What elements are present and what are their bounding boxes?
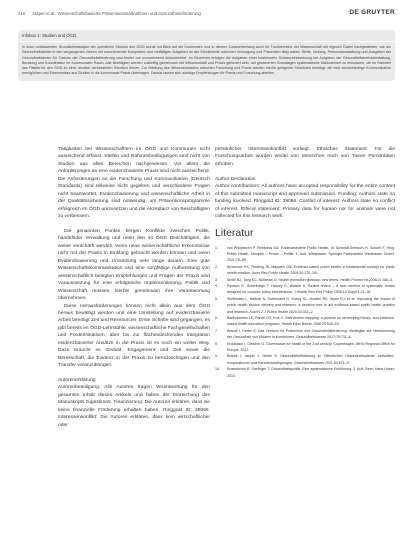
left-column <box>58 146 210 429</box>
reference-item: 10. Rosenbrock R, Gerlinger T. Gesundheitspolitik. Eine systematische Einführung. 3. Aufl. Bern: Hans Huber; 2014. <box>215 367 395 378</box>
running-title: Jasper et al.: Wissenschaftsbasierte Präventionsmaßnahmen und Gesundheitsförderung <box>32 11 201 16</box>
reference-item: 7. Brandt I, Hertel S. Das Zentrum für Prävention und Gesundheitsförderung: Strategien zur Verbesserung der Gesundheit von Kindern in Kommunen. Gesundheitswesen 2017;79:711–6. <box>215 328 395 340</box>
reference-item: 3. Smith BJ, Tang KC, Nutbeam D. Health promotion glossary: new terms. Health Promot Int 2006;21:340–5. <box>215 277 394 282</box>
reference-item: 6. Bartholomew LK, Parcel GS, Kok G. Intervention mapping: a process for developing theory- and evidence-based health education programs. Health Educ Behav 1998;25:545–63. <box>215 315 395 327</box>
reference-item: 4. Pawson R, Greenhalgh T, Harvey G, Walshe K. Realist review – a new method of systematic review designed for complex policy interventions. J Health Serv Res Policy 2005;10 Suppl 1:21–34. <box>215 283 395 295</box>
infobox-heading: Infobox 1: Studien und ÖGD. <box>18 33 395 42</box>
paragraph: Die genannten Punkte bergen Konflikte zwischen Politik, handelnder Verwaltung und unter den im ÖGD Beschäftigten, die weiter verschärft werden, wenn neue wissenschaftliche Erkenntnisse nicht mit der Praxis in Einklang gebracht werden können und wenn Evidenzbasierung und Umsetzung sehr lange dauern. Eine gute Wissenschaftskommunikation und eine sorgfältige Aufbereitung von wissenschaftlich belegten Empfehlungen und Fragen der Praxis sind Voraussetzung für eine erfolgreiche Implementierung. Politik und Wissenschaft müssen hierbei gemeinsam ihre Verantwortung übernehmen. <box>58 228 210 302</box>
paragraph: Tätigkeiten bei Wissenschaftlern im ÖGD und Kommunen nicht ausreichend erfasst. Stellen und Rahmenbedingungen sind nicht von Studien aus allen Bereichen nachgewiesen. Vor allem die Anforderungen an eine evidenzbasierte Praxis sind nicht ausreichend. Die Anforderungen an die Forschung und Kommunikation (Deutsch Standards) sind teilweise nicht gegeben und verschiedene Fragen nicht beantwortet. Evidenzbasierung und wissenschaftliche Arbeit in der Qualitätssicherung sind notwendig, um Präventionsprogramme erfolgreich im ÖGD umzusetzen und die Akzeptanz von Beschäftigten zu verbessern. <box>58 147 210 220</box>
reference-item: 1. von Philipsborn P, Rehfuess EA. Evidenzbasierte Public Health. In: Schmidt-Semisch H, Schorb F, Hrsg. Public Health. Disziplin – Praxis – Politik. 1. Aufl. Wiesbaden: Springer Fachmedien Wiesbaden GmbH; 2021:75–89. <box>215 245 395 263</box>
reference-item: 9. Brandt I, Jasper J, Hertel S. Gesundheitsförderung im Öffentlichen Gesundheitsdienst: Aktivitäten, Kooperationen und Rahmenbedingungen. Gesundheitswesen 2021;83:671–9. <box>215 354 395 365</box>
reference-item: 8. Kickbusch I, Gleicher D. Governance for health in the 21st century. Copenhagen: WHO Regional Office for Europe; 2012. <box>215 341 395 353</box>
right-column <box>215 146 395 379</box>
paragraph: persönlicher Interessenkonflikt vorliegt. Ethisches Statement: Für die Forschungsarbeit wurden weder von Menschen noch von Tieren Primärdaten erhoben. <box>215 147 395 167</box>
literatur-heading: Literatur <box>215 226 254 239</box>
infobox-body: In einer umfassenden Grundlinienanalyse der operativen Struktur des ÖGD wurde mit Blick auf die Kommunen und in diesem Zusammenhang auch für Fachbereiche der Wissenschaft mit eigenen Daten nachgewiesen, wie die Gesundheitsämter in den vergangenen Jahren mit ausreichender Kompetenz und vielfältigen Aufgaben an der Schnittstelle zwischen Versorgung und Prävention tätig waren. Stelle, Umfang, Personalausstattung und Ausgaben der Gesundheitsämter für Zwecke der Gesundheitsförderung sind bisher nur unzureichend dokumentiert. Im Einzelnen erfolgen die Aufgaben einer bestimmten Schwerpunktsetzung bei Aufgaben der Gesundheitsberichterstattung, Beratung und Koordination im Kommunalen Raum. Alle Beteiligten werden zukünftig gemeinsam mit Wissenschaft und Praxis gefordert sein, auf gesicherten Grundlagen systematische Maßnahmen zu entwickeln, die im Rahmen des Paktes für den ÖGD zu einer deutlich verbesserten Situation führen. Zur Stärkung des Wissenstransfers zwischen Forschung und Praxis werden hierfür geeignete Strukturen benötigt, die eine wechselseitige Kommunikation ermöglichen und Erkenntnisse aus Studien in die kommunale Praxis übertragen. Daraus lassen sich wichtige Empfehlungen für Praxis und Forschung ableiten. <box>22 45 391 76</box>
paragraph: Autorenbeteiligung: Alle Autoren tragen Verantwortung für den gesamten Inhalt dieses Artikels und haben der Einreichung des Manuskripts zugestimmt. Finanzierung: Die Autoren erklären, dass sie keine finanzielle Förderung erhalten haben. Ringgold ID: 39066. Interessenkonflikt: Die Autoren erklären, dass kein wirtschaftlicher oder <box>58 385 210 428</box>
reference-list <box>215 245 395 380</box>
section-heading-author: Autorenerklärung <box>58 378 96 384</box>
paragraph: Diese Herausforderungen können nicht allein aus dem ÖGD heraus bewältigt werden und eine Umstellung auf evidenzbasierte Arbeit benötigt Zeit und Ressourcen. Erste Schritte sind gegangen, es gibt bereits im ÖGD-Lehrstühle, wissenschaftliche Fachgesellschaften und Förderinitiativen, aber bis zur flächendeckenden Integration evidenzbasierter Ansätze in die Praxis ist es noch ein weiter Weg. Dazu braucht es Geduld, Engagement und Zeit sowie die Bereitschaft, die Evidenz in der Praxis zu berücksichtigen und den Transfer voranzubringen. <box>58 303 210 369</box>
page-number: 210 <box>18 11 26 16</box>
reference-item: 2. Brownson RC, Fielding JE, Maylahn CM. Evidence-based public health: a fundamental concept for public health practice. Annu Rev Public Health 2009;30:175–201. <box>215 264 395 276</box>
publisher-logo: DE GRUYTER <box>349 9 395 16</box>
running-header <box>18 9 395 19</box>
paragraph: Author contributions: All authors have accepted responsibility for the entire content of this submitted manuscript and approved submission. Funding: Authors state no funding involved. Ringgold ID: 39066. Conflict of interest: Authors state no conflict of interest. Ethical statement: Primary data for human nor for animals were not collected for this research work. <box>215 184 395 220</box>
section-heading-declaration: Author Declaration <box>215 176 256 182</box>
infobox <box>18 30 395 81</box>
reference-item: 5. Wolfenden L, Nathan N, Sutherland R, Yoong SL, Hodder RK, Wyse RJ, et al. Improving the impact of public health service delivery and research: a decision tree to aid evidence-based public health practice and research. Aust N Z J Public Health 2020;44:331–2. <box>215 296 395 314</box>
